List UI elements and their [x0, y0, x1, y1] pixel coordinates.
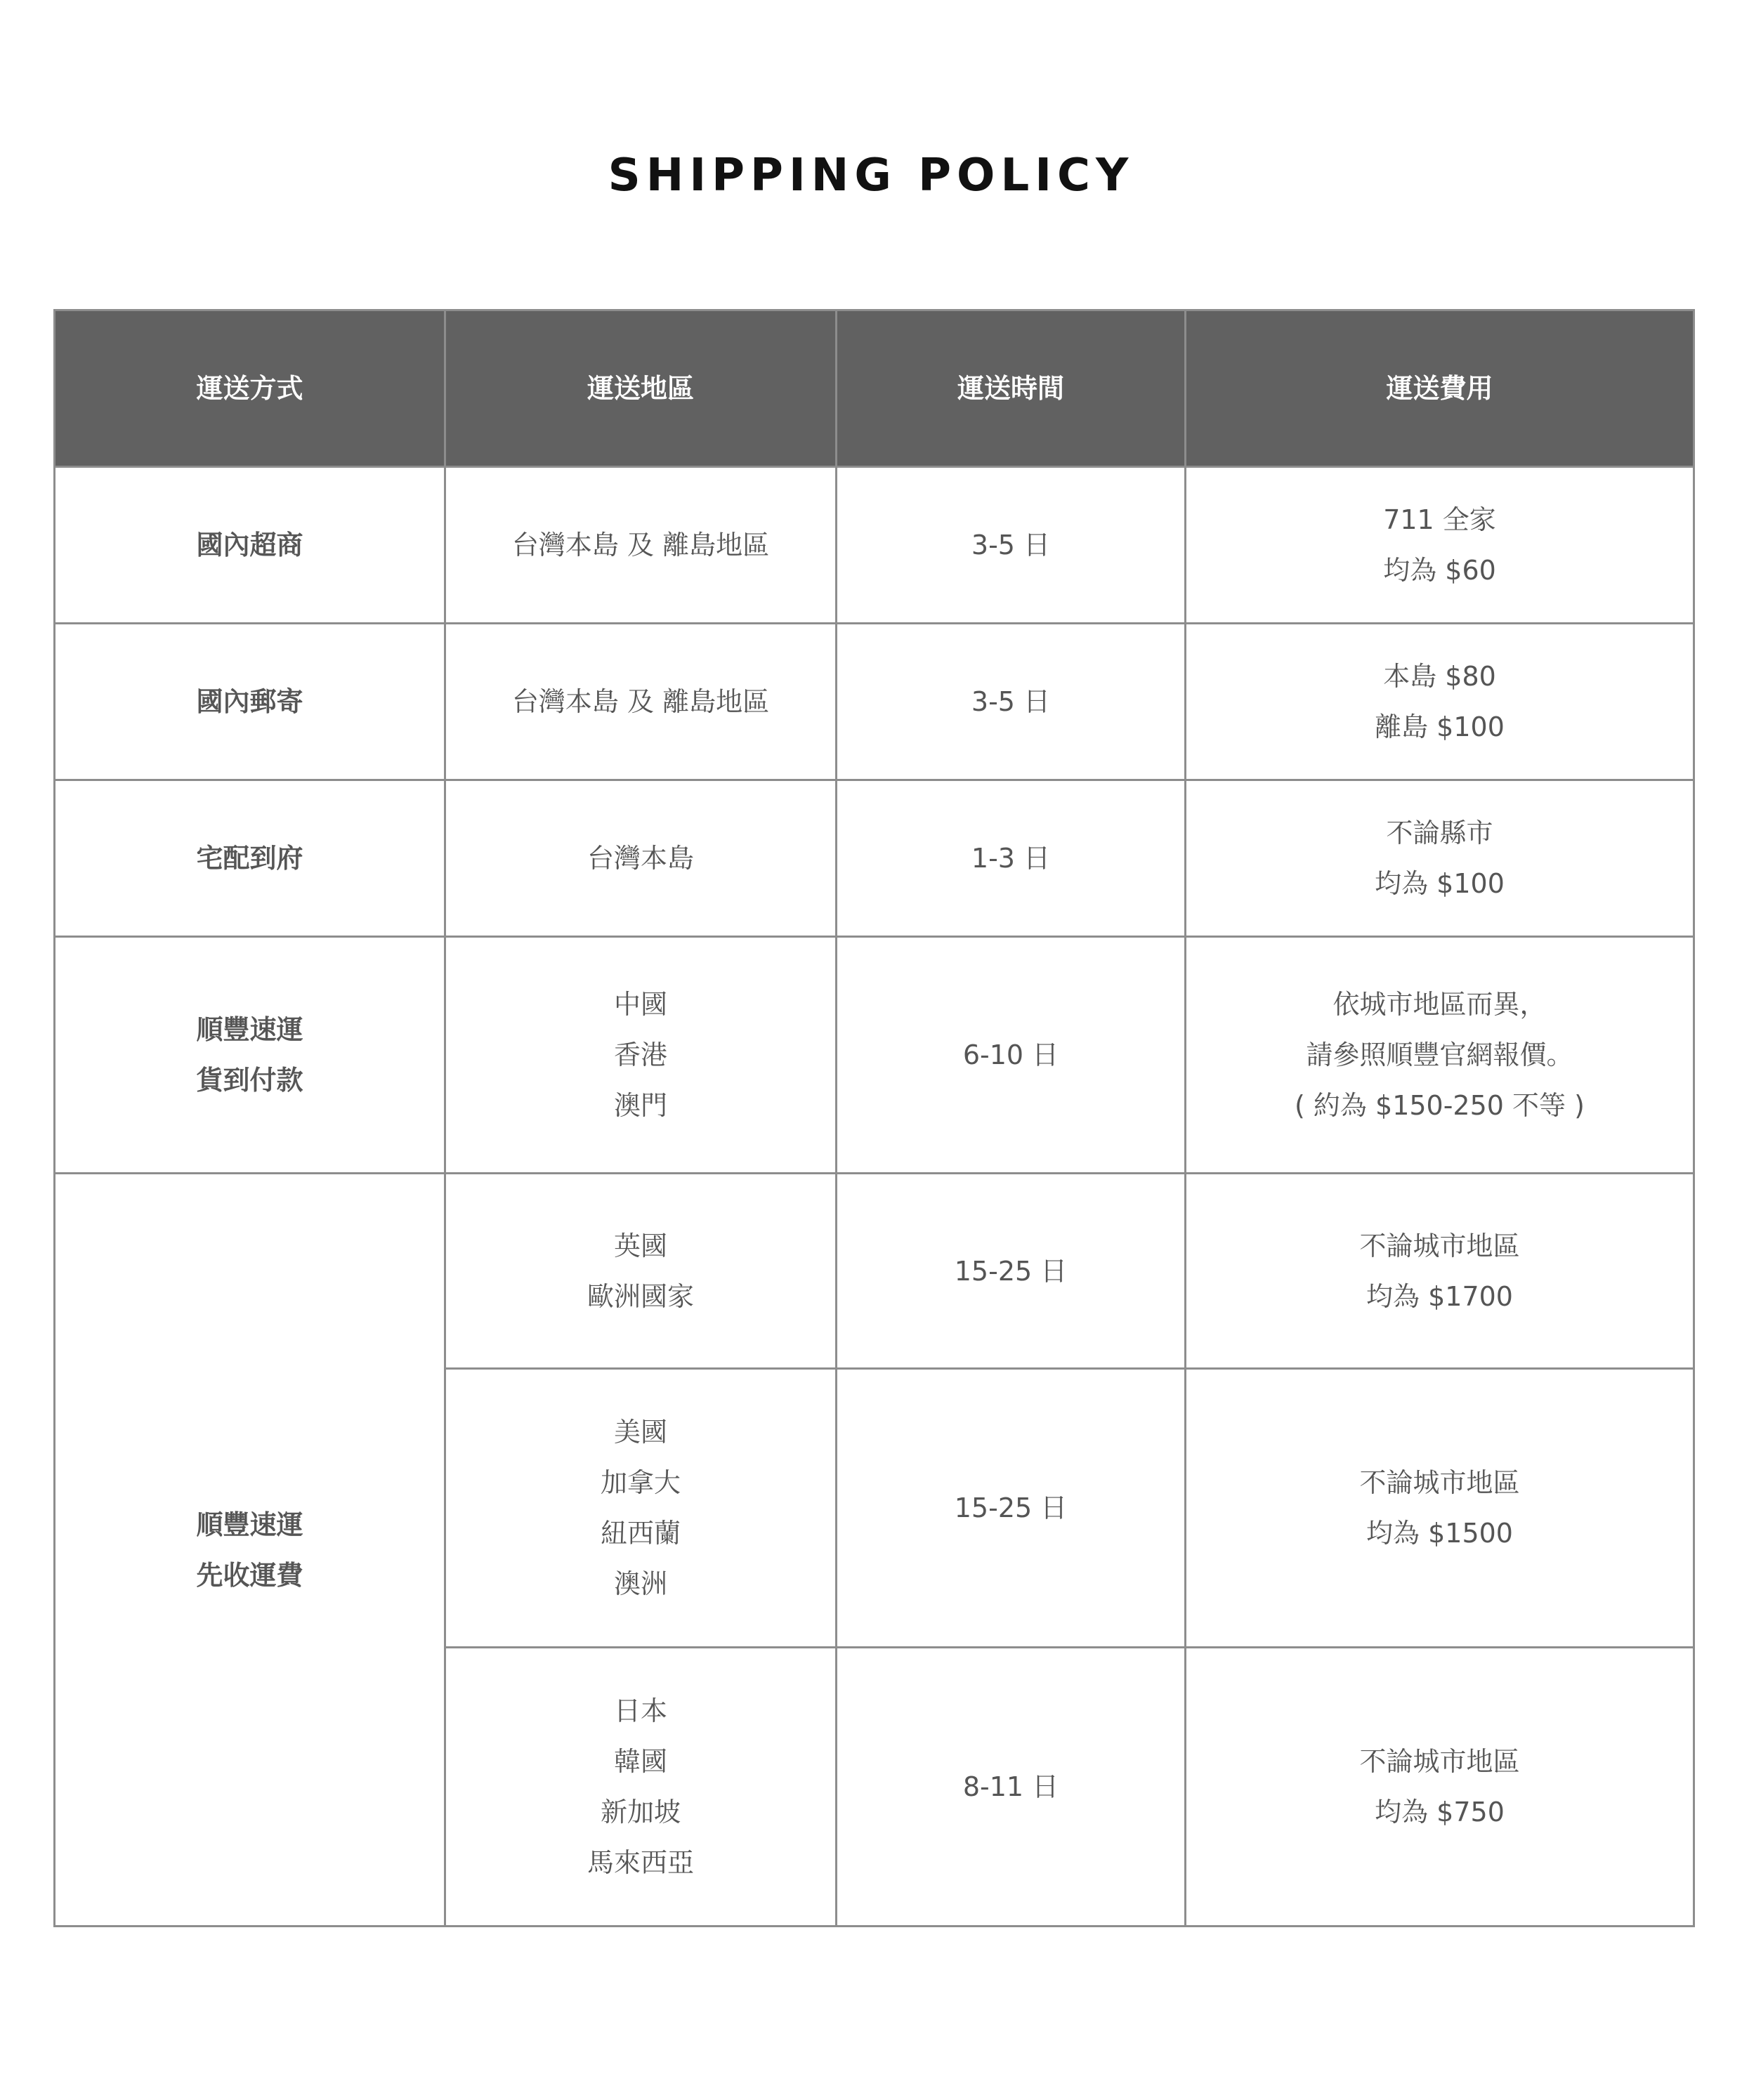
region-text: 加拿大 — [600, 1467, 681, 1498]
fee-text: 711 全家 — [1383, 504, 1496, 535]
time-text: 3-5 日 — [971, 530, 1051, 560]
fee-cell — [1186, 1648, 1694, 1927]
method-text: 順豐速運 — [196, 1014, 303, 1045]
region-text: 台灣本島 及 離島地區 — [511, 530, 770, 560]
header-shipping-time: 運送時間 — [837, 310, 1186, 467]
region-cell — [445, 624, 837, 780]
table-row — [55, 1174, 1694, 1369]
method-cell — [55, 937, 445, 1174]
header-shipping-method: 運送方式 — [55, 310, 445, 467]
fee-text: 離島 $100 — [1375, 711, 1505, 742]
time-cell — [837, 937, 1186, 1174]
region-text: 英國 — [613, 1230, 667, 1261]
region-cell — [445, 467, 837, 624]
method-cell — [55, 467, 445, 624]
fee-cell — [1186, 937, 1694, 1174]
fee-cell — [1186, 1174, 1694, 1369]
time-text: 15-25 日 — [954, 1492, 1068, 1523]
time-text: 3-5 日 — [971, 686, 1051, 717]
fee-text: 請參照順豐官網報價。 — [1306, 1039, 1573, 1070]
region-text: 韓國 — [613, 1746, 667, 1777]
time-cell — [837, 1174, 1186, 1369]
method-text: 貨到付款 — [196, 1065, 303, 1096]
fee-text: 均為 $1500 — [1366, 1518, 1513, 1549]
fee-text: 均為 $1700 — [1366, 1280, 1513, 1312]
fee-text: 均為 $100 — [1375, 868, 1505, 899]
time-cell — [837, 1648, 1186, 1927]
method-text: 先收運費 — [196, 1559, 303, 1591]
method-cell — [55, 780, 445, 937]
table-row — [55, 937, 1694, 1174]
region-text: 香港 — [613, 1039, 667, 1070]
fee-cell — [1186, 780, 1694, 937]
header-shipping-region: 運送地區 — [445, 310, 837, 467]
page-title: SHIPPING POLICY — [608, 150, 1134, 202]
region-cell — [445, 780, 837, 937]
region-cell — [445, 1174, 837, 1369]
table-header-row — [55, 310, 1694, 467]
fee-text: 不論城市地區 — [1359, 1467, 1520, 1498]
header-shipping-fee: 運送費用 — [1186, 310, 1694, 467]
time-cell — [837, 624, 1186, 780]
fee-cell — [1186, 624, 1694, 780]
region-text: 台灣本島 及 離島地區 — [511, 686, 770, 717]
fee-text: 本島 $80 — [1383, 661, 1496, 692]
fee-text: 均為 $750 — [1375, 1797, 1505, 1827]
method-cell — [55, 624, 445, 780]
region-cell — [445, 1648, 837, 1927]
region-text: 中國 — [613, 989, 667, 1020]
table-row — [55, 624, 1694, 780]
method-text: 順豐速運 — [196, 1509, 303, 1540]
fee-text: 不論城市地區 — [1359, 1746, 1520, 1777]
fee-text: 依城市地區而異， — [1332, 989, 1547, 1020]
region-text: 台灣本島 — [587, 843, 694, 874]
time-text: 6-10 日 — [962, 1039, 1059, 1070]
region-text: 澳門 — [613, 1090, 667, 1121]
region-text: 澳洲 — [613, 1568, 667, 1599]
region-cell — [445, 937, 837, 1174]
region-cell — [445, 1369, 837, 1648]
region-text: 日本 — [613, 1695, 667, 1726]
fee-text: 不論縣市 — [1386, 818, 1493, 848]
region-text: 馬來西亞 — [587, 1847, 694, 1878]
fee-text: 均為 $60 — [1383, 555, 1496, 586]
time-text: 15-25 日 — [954, 1255, 1068, 1287]
shipping-policy-table — [53, 309, 1695, 1927]
region-text: 歐洲國家 — [587, 1280, 694, 1312]
region-text: 美國 — [613, 1417, 667, 1448]
time-text: 8-11 日 — [962, 1771, 1059, 1802]
time-text: 1-3 日 — [971, 843, 1051, 874]
region-text: 新加坡 — [600, 1797, 681, 1827]
region-text: 紐西蘭 — [600, 1518, 681, 1549]
method-cell — [55, 1174, 445, 1927]
method-text: 宅配到府 — [196, 843, 303, 874]
table-row — [55, 467, 1694, 624]
time-cell — [837, 1369, 1186, 1648]
fee-text: ( 約為 $150-250 不等 ) — [1295, 1090, 1585, 1121]
time-cell — [837, 467, 1186, 624]
table-row — [55, 780, 1694, 937]
method-text: 國內超商 — [196, 530, 303, 560]
fee-cell — [1186, 467, 1694, 624]
fee-text: 不論城市地區 — [1359, 1230, 1520, 1261]
time-cell — [837, 780, 1186, 937]
method-text: 國內郵寄 — [196, 686, 303, 717]
fee-cell — [1186, 1369, 1694, 1648]
